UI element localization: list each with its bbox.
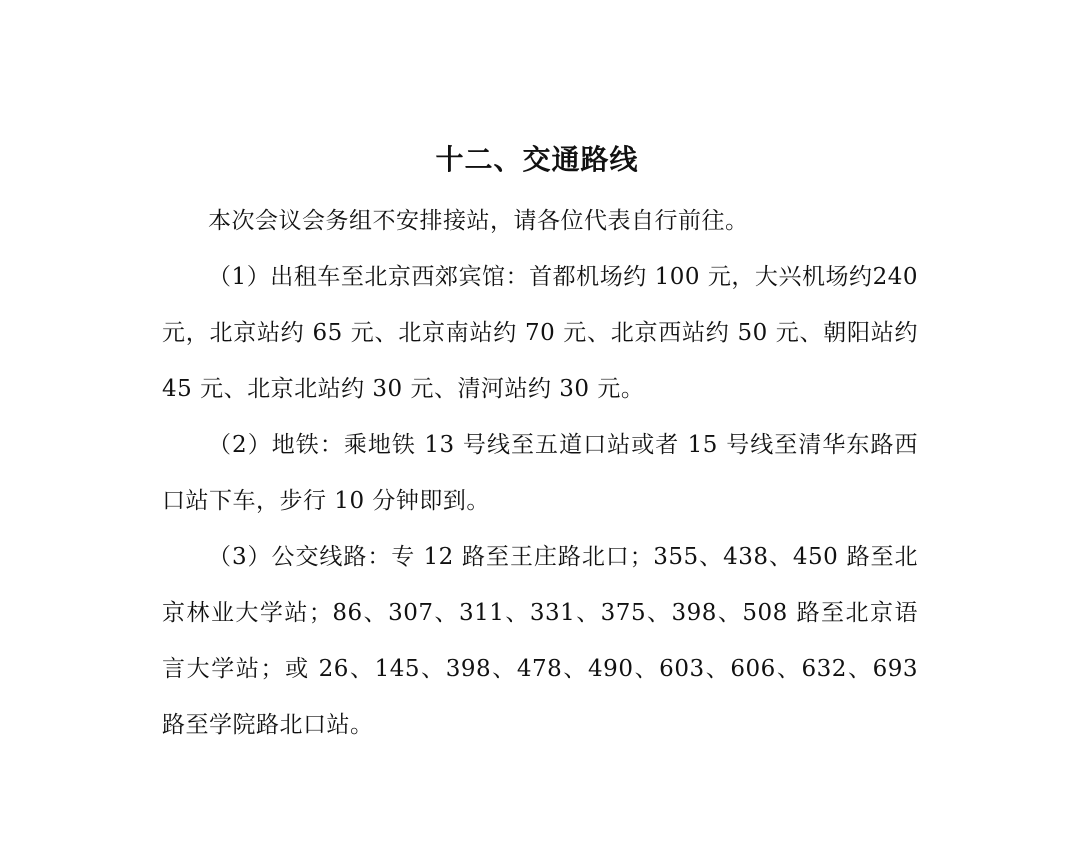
document-body xyxy=(162,193,918,753)
taxi-paragraph: （1）出租车至北京西郊宾馆：首都机场约 100 元，大兴机场约240 元，北京站约 65 元、北京南站约 70 元、北京西站约 50 元、朝阳站约 45 元、北京北站约 30 元、清河站约 30 元。 xyxy=(162,264,918,402)
subway-paragraph: （2）地铁：乘地铁 13 号线至五道口站或者 15 号线至清华东路西口站下车，步行 10 分钟即到。 xyxy=(162,432,918,514)
intro-paragraph: 本次会议会务组不安排接站，请各位代表自行前往。 xyxy=(208,208,749,234)
bus-paragraph: （3）公交线路：专 12 路至王庄路北口；355、438、450 路至北京林业大学站；86、307、311、331、375、398、508 路至北京语言大学站；或 26、145、398、478、490、603、606、632、693 路至学院路北口站。 xyxy=(162,544,918,738)
section-title: 十二、交通路线 xyxy=(435,143,639,176)
